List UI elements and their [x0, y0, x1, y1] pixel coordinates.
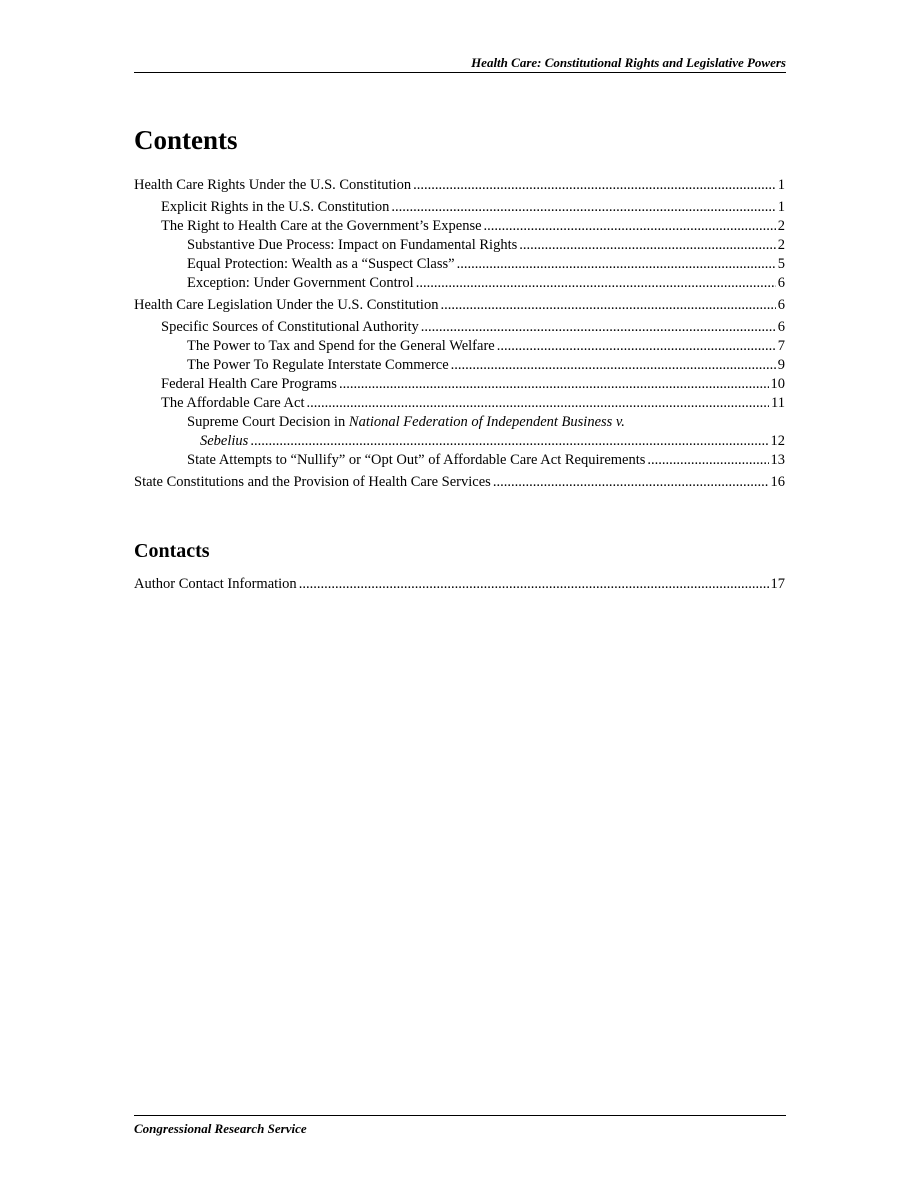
- toc-entry[interactable]: [134, 375, 785, 394]
- toc-entry-title: Health Care Legislation Under the U.S. Constitution: [134, 297, 439, 313]
- toc-entry-title: Exception: Under Government Control: [187, 275, 414, 291]
- toc-entry[interactable]: [134, 575, 785, 594]
- toc-entry-page: 1: [777, 177, 785, 193]
- toc-entry-title: Health Care Rights Under the U.S. Constitution: [134, 177, 412, 193]
- toc-entry-page: 17: [770, 576, 785, 592]
- toc-entry-title: Equal Protection: Wealth as a “Suspect Class”: [187, 256, 455, 272]
- toc-entry[interactable]: [134, 236, 785, 255]
- toc-entry-page: 6: [777, 319, 785, 335]
- dot-leader: [339, 375, 769, 394]
- toc-entry[interactable]: [134, 356, 785, 375]
- toc-entry-page: 5: [777, 256, 785, 272]
- toc-entry[interactable]: [134, 198, 785, 217]
- toc-entry[interactable]: [134, 318, 785, 337]
- dot-leader: [416, 274, 776, 293]
- toc-entry[interactable]: [134, 451, 785, 470]
- toc-entry[interactable]: [134, 296, 785, 315]
- running-header: Health Care: Constitutional Rights and Legislative Powers: [471, 55, 786, 70]
- toc-entry-title: Specific Sources of Constitutional Authority: [161, 319, 419, 335]
- toc-entry-case-name-continuation: Sebelius: [200, 433, 249, 449]
- toc-entry[interactable]: [134, 473, 785, 492]
- dot-leader: [440, 296, 775, 315]
- dot-leader: [421, 318, 776, 337]
- toc-entry-page: 12: [770, 433, 785, 449]
- toc-entry-title: Author Contact Information: [134, 576, 297, 592]
- toc-entry-page: 6: [777, 297, 785, 313]
- dot-leader: [250, 432, 768, 451]
- toc-entry[interactable]: [134, 217, 785, 236]
- dot-leader: [451, 356, 776, 375]
- toc-entry[interactable]: [134, 274, 785, 293]
- toc-entry-case-name: National Federation of Independent Business v.: [348, 414, 625, 430]
- toc-entry-title: The Power to Tax and Spend for the General Welfare: [187, 338, 495, 354]
- dot-leader: [299, 575, 769, 594]
- toc-entry-title: Explicit Rights in the U.S. Constitution: [161, 199, 390, 215]
- dot-leader: [484, 217, 776, 236]
- toc-entry[interactable]: [134, 255, 785, 274]
- toc-entry-title: State Constitutions and the Provision of Health Care Services: [134, 474, 491, 490]
- toc-entry-page: 1: [777, 199, 785, 215]
- toc-entry-title: The Right to Health Care at the Government’s Expense: [161, 218, 482, 234]
- toc-entry-title: The Affordable Care Act: [161, 395, 305, 411]
- dot-leader: [457, 255, 776, 274]
- toc-entry-page: 2: [777, 218, 785, 234]
- table-of-contents: [134, 176, 785, 492]
- dot-leader: [519, 236, 776, 255]
- toc-entry-page: 9: [777, 357, 785, 373]
- dot-leader: [391, 198, 775, 217]
- toc-entry-page: 11: [771, 395, 785, 411]
- contacts-heading: Contacts: [134, 540, 210, 562]
- contents-heading: Contents: [134, 125, 238, 155]
- toc-entry[interactable]: [134, 413, 785, 451]
- toc-entry[interactable]: [134, 394, 785, 413]
- toc-entry-title: Supreme Court Decision in: [187, 414, 349, 430]
- toc-entry-page: 2: [777, 237, 785, 253]
- dot-leader: [306, 394, 769, 413]
- toc-entry-page: 6: [777, 275, 785, 291]
- dot-leader: [493, 473, 769, 492]
- toc-entry[interactable]: [134, 337, 785, 356]
- dot-leader: [497, 337, 776, 356]
- header-rule: [134, 72, 786, 73]
- toc-entry-title: Federal Health Care Programs: [161, 376, 337, 392]
- toc-entry[interactable]: [134, 176, 785, 195]
- toc-entry-title: State Attempts to “Nullify” or “Opt Out” of Affordable Care Act Requirements: [187, 452, 646, 468]
- footer-rule: [134, 1115, 786, 1116]
- toc-entry-page: 10: [770, 376, 785, 392]
- dot-leader: [647, 451, 768, 470]
- toc-entry-page: 13: [770, 452, 785, 468]
- toc-entry-title: The Power To Regulate Interstate Commerce: [187, 357, 449, 373]
- dot-leader: [413, 176, 776, 195]
- toc-entry-title: Substantive Due Process: Impact on Fundamental Rights: [187, 237, 518, 253]
- running-footer: Congressional Research Service: [134, 1121, 307, 1136]
- contacts-list: [134, 575, 785, 594]
- toc-entry-page: 7: [777, 338, 785, 354]
- toc-entry-page: 16: [770, 474, 785, 490]
